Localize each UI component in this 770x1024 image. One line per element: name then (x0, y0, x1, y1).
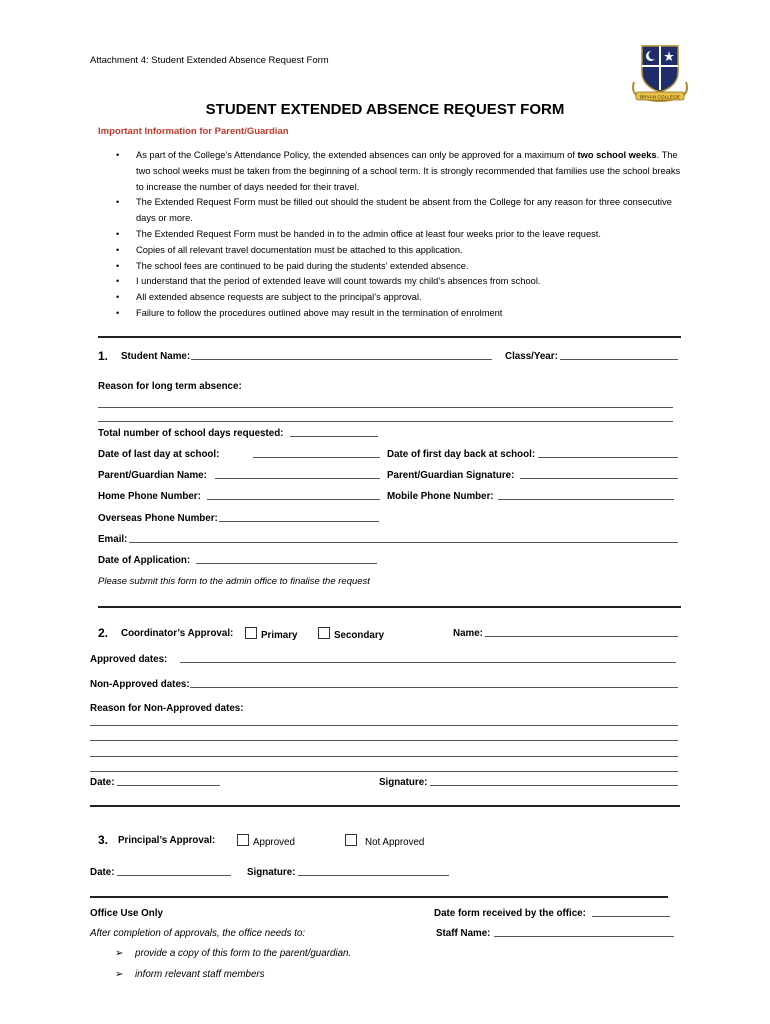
reason-field-line-2[interactable] (98, 421, 673, 422)
principal-signature-label: Signature: (247, 867, 296, 878)
coordinator-name-field[interactable] (485, 636, 678, 637)
parent-name-label: Parent/Guardian Name: (98, 470, 207, 481)
mobile-phone-field[interactable] (498, 499, 674, 500)
approved-dates-field[interactable] (180, 662, 676, 663)
section-3-number: 3. (98, 833, 109, 847)
reason-label: Reason for long term absence: (98, 381, 242, 392)
reason-field-line-1[interactable] (98, 407, 673, 408)
primary-checkbox[interactable] (245, 627, 257, 639)
non-approved-dates-label: Non-Approved dates: (90, 679, 190, 690)
rules-list (98, 148, 688, 322)
class-year-field[interactable] (560, 359, 678, 360)
rule-item: • I understand that the period of extended leave will count towards my child’s absences from school. (98, 274, 688, 290)
principal-approval-label: Principal’s Approval: (118, 835, 216, 846)
principal-date-label: Date: (90, 867, 115, 878)
rule-item: • The school fees are continued to be paid during the students’ extended absence. (98, 259, 688, 275)
last-day-field[interactable] (253, 457, 380, 458)
application-date-label: Date of Application: (98, 555, 191, 566)
class-year-label: Class/Year: (505, 351, 558, 362)
staff-name-field[interactable] (494, 936, 674, 937)
rule-item: • The Extended Request Form must be filled out should the student be absent from the College for any reason for three consecutive days or more. (98, 195, 688, 227)
email-field[interactable] (129, 542, 678, 543)
principal-date-field[interactable] (117, 875, 231, 876)
mobile-phone-label: Mobile Phone Number: (387, 491, 494, 502)
first-day-back-label: Date of first day back at school: (387, 449, 536, 460)
overseas-phone-field[interactable] (219, 521, 379, 522)
coordinator-name-label: Name: (453, 628, 483, 639)
total-days-field[interactable] (290, 436, 378, 437)
secondary-checkbox[interactable] (318, 627, 330, 639)
coordinator-date-label: Date: (90, 777, 115, 788)
rule-item: • All extended absence requests are subject to the principal’s approval. (98, 290, 688, 306)
application-date-field[interactable] (196, 563, 377, 564)
not-approved-option[interactable] (345, 834, 424, 848)
office-use-heading: Office Use Only (90, 908, 163, 919)
email-label: Email: (98, 534, 128, 545)
student-name-field[interactable] (191, 359, 492, 360)
reason-non-approved-line-4[interactable] (90, 771, 678, 772)
not-approved-label: Not Approved (365, 837, 425, 848)
approved-dates-label: Approved dates: (90, 654, 168, 665)
submit-note: Please submit this form to the admin office to finalise the request (98, 576, 370, 587)
rule-item: • The Extended Request Form must be handed in to the admin office at least four weeks prior to the leave request. (98, 227, 688, 243)
date-received-field[interactable] (592, 916, 670, 917)
important-info-heading: Important Information for Parent/Guardian (98, 126, 289, 137)
parent-signature-field[interactable] (520, 478, 678, 479)
principal-signature-field[interactable] (298, 875, 449, 876)
date-received-label: Date form received by the office: (434, 908, 586, 919)
primary-option[interactable] (245, 627, 298, 641)
overseas-phone-label: Overseas Phone Number: (98, 513, 218, 524)
coordinator-signature-label: Signature: (379, 777, 428, 788)
secondary-option[interactable] (318, 627, 384, 641)
logo-banner-text: BRYAN COLLEGE (639, 95, 681, 101)
college-crest-logo (628, 42, 692, 104)
first-day-back-field[interactable] (538, 457, 678, 458)
secondary-label: Secondary (334, 630, 385, 641)
form-title: STUDENT EXTENDED ABSENCE REQUEST FORM (205, 101, 565, 118)
arrow-bullet-icon: ➢ (115, 948, 124, 959)
reason-non-approved-line-1[interactable] (90, 725, 678, 726)
coordinator-date-field[interactable] (117, 785, 220, 786)
approved-label: Approved (253, 837, 295, 848)
section-divider (98, 606, 681, 608)
home-phone-label: Home Phone Number: (98, 491, 201, 502)
coordinator-approval-label: Coordinator’s Approval: (121, 628, 234, 639)
reason-non-approved-line-3[interactable] (90, 756, 678, 757)
attachment-header: Attachment 4: Student Extended Absence Request Form (90, 55, 329, 66)
parent-name-field[interactable] (215, 478, 380, 479)
non-approved-dates-field[interactable] (190, 687, 678, 688)
approved-checkbox[interactable] (237, 834, 249, 846)
arrow-bullet-icon: ➢ (115, 969, 124, 980)
rule-item: • As part of the College’s Attendance Policy, the extended absences can only be approved for a maximum of two school weeks. The two school weeks must be taken from the beginning of a school term. It is strongly recommended that families use the school breaks to increase the number of days needed for their travel. (98, 148, 688, 195)
total-days-label: Total number of school days requested: (98, 428, 284, 439)
staff-name-label: Staff Name: (436, 928, 491, 939)
rule-item: • Failure to follow the procedures outlined above may result in the termination of enrolment (98, 306, 688, 322)
reason-non-approved-line-2[interactable] (90, 740, 678, 741)
section-divider (98, 336, 681, 338)
not-approved-checkbox[interactable] (345, 834, 357, 846)
office-step-2: inform relevant staff members (135, 969, 265, 980)
parent-signature-label: Parent/Guardian Signature: (387, 470, 515, 481)
section-divider (90, 805, 680, 807)
section-1-number: 1. (98, 349, 109, 363)
primary-label: Primary (261, 630, 298, 641)
reason-non-approved-label: Reason for Non-Approved dates: (90, 703, 244, 714)
section-divider (90, 896, 668, 898)
last-day-label: Date of last day at school: (98, 449, 220, 460)
after-approval-note: After completion of approvals, the office needs to: (90, 928, 306, 939)
home-phone-field[interactable] (207, 499, 380, 500)
coordinator-signature-field[interactable] (430, 785, 678, 786)
student-name-label: Student Name: (121, 351, 191, 362)
office-step-1: provide a copy of this form to the parent/guardian. (135, 948, 352, 959)
section-2-number: 2. (98, 626, 109, 640)
approved-option[interactable] (237, 834, 295, 848)
rule-item: • Copies of all relevant travel documentation must be attached to this application. (98, 243, 688, 259)
